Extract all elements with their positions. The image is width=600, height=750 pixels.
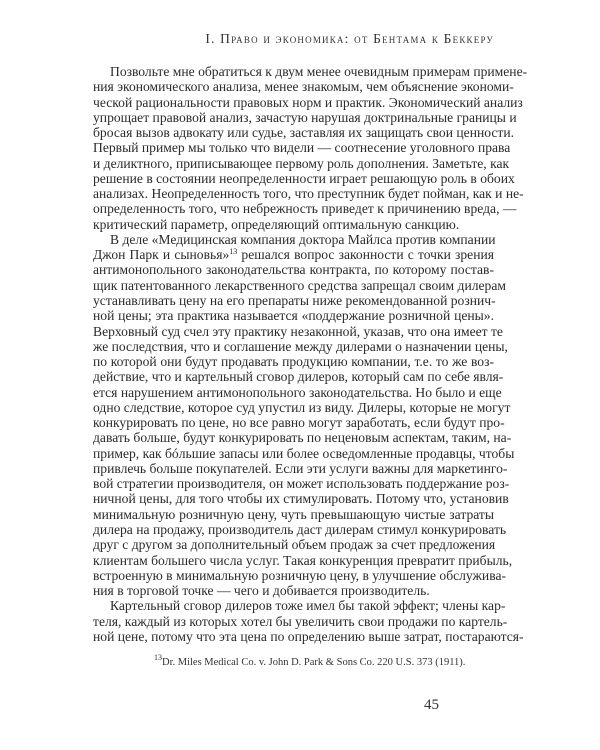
text-line: решение в состоянии неопределенности играет решающую роль в обоих <box>93 170 515 186</box>
text-line: теля, каждый из которых хотел бы увеличить свои продажи по картель- <box>93 613 508 629</box>
running-header: I. Право и экономика: от Бентама к Беккеру <box>205 31 494 46</box>
text-line: и деликтного, приписывающее первому роль дополнения. Заметьте, как <box>93 155 510 171</box>
text-line: ния в торговой точке — чего и добивается производитель. <box>93 583 430 599</box>
text-line: Верховный суд счел эту практику незаконной, указав, что она имеет те <box>93 323 503 339</box>
paragraph-3 <box>93 598 524 644</box>
text-line: дилера на продажу, производитель даст дилерам стимул конкурировать <box>93 521 507 537</box>
text-line: Картельный сговор дилеров тоже имел бы такой эффект; члены кар- <box>110 598 506 614</box>
text-line: ческой рациональности правовых норм и практик. Экономический анализ <box>93 94 523 110</box>
text-line: ной цене, потому что эта цена по определению выше затрат, постараются- <box>93 628 524 644</box>
text-line: друг с другом за дополнительный объем продаж за счет предложения <box>93 537 496 553</box>
page-number: 45 <box>424 697 439 713</box>
text-fragment: решался вопрос законности с точки зрения <box>237 247 495 263</box>
text-line: клиентам большего числа услуг. Такая конкуренция превратит прибыль, <box>93 552 513 568</box>
paragraph-2 <box>93 231 515 599</box>
text-line: минимальную розничную цену, чуть превышающую чистые затраты <box>93 506 494 522</box>
text-line: давать больше, будут конкурировать по неценовым аспектам, таким, на- <box>93 430 512 446</box>
text-line: устанавливать цену на его препараты ниже рекомендованной рознич- <box>93 292 496 308</box>
text-fragment: Джон Парк и сыновья» <box>93 247 230 263</box>
text-line: Позвольте мне обратиться к двум менее очевидным примерам примене- <box>110 64 528 79</box>
text-line: щик патентованного лекарственного средства запрещал своим дилерам <box>93 277 506 293</box>
footnote-text: Dr. Miles Medical Co. v. John D. Park & Sons Co. 220 U.S. 373 (1911). <box>162 657 466 668</box>
text-line: В деле «Медицинская компания доктора Майлса против компании <box>110 231 496 247</box>
text-line: вой стратегии производителя, он может использовать поддержание роз- <box>93 476 510 492</box>
text-line: конкурировать по цене, но все равно могут заработать, если будут про- <box>93 415 505 431</box>
text-line: определенность того, что небрежность приведет к причинению вреда, — <box>93 201 517 217</box>
text-line: действие, что и картельный сговор дилеров, который сам по себе явля- <box>93 369 504 385</box>
text-line: бросая вызов адвокату или судье, заставляя их защищать свои ценности. <box>93 125 515 141</box>
body-text <box>93 64 528 644</box>
text-line: ной цены; эта практика называется «поддержание розничной цены». <box>93 308 494 324</box>
text-line: критический параметр, определяющий оптимальную санкцию. <box>93 216 460 232</box>
text-line: же последствия, что и соглашение между дилерами о назначении цены, <box>93 338 508 354</box>
text-line: антимонопольного законодательства контракта, по которому постав- <box>93 262 494 278</box>
text-line: анализах. Неопределенность того, что преступник будет пойман, как и не- <box>93 186 524 202</box>
text-line: упрощает правовой анализ, зачастую нарушая доктринальные границы и <box>93 109 517 125</box>
text-line: ничной цены, для того чтобы их стимулировать. Потому что, установив <box>93 491 509 507</box>
footnote <box>154 653 466 668</box>
paragraph-1 <box>93 64 528 232</box>
text-line: одно следствие, которое суд упустил из виду. Дилеры, которые не могут <box>93 399 511 415</box>
text-line: ния экономического анализа, менее знакомым, чем объяснение экономи- <box>93 79 514 95</box>
text-line: привлечь больше покупателей. Если эти услуги важны для маркетинго- <box>93 460 508 476</box>
text-line: по которой они будут продавать продукцию компании, т.е. то же воз- <box>93 354 494 370</box>
text-line <box>93 247 494 262</box>
text-line: пример, как бóльшие запасы или более осведомленные продавцы, чтобы <box>93 445 515 461</box>
footnote-ref[interactable]: 13 <box>229 247 238 257</box>
text-line: ется нарушением антимонопольного законодательства. Но было и еще <box>93 384 502 400</box>
text-line: Первый пример мы только что видели — соотнесение уголовного права <box>93 140 511 156</box>
text-line: встроенную в минимальную розничную цену, в улучшение обслужива- <box>93 567 507 583</box>
footnote-number: 13 <box>154 653 162 662</box>
